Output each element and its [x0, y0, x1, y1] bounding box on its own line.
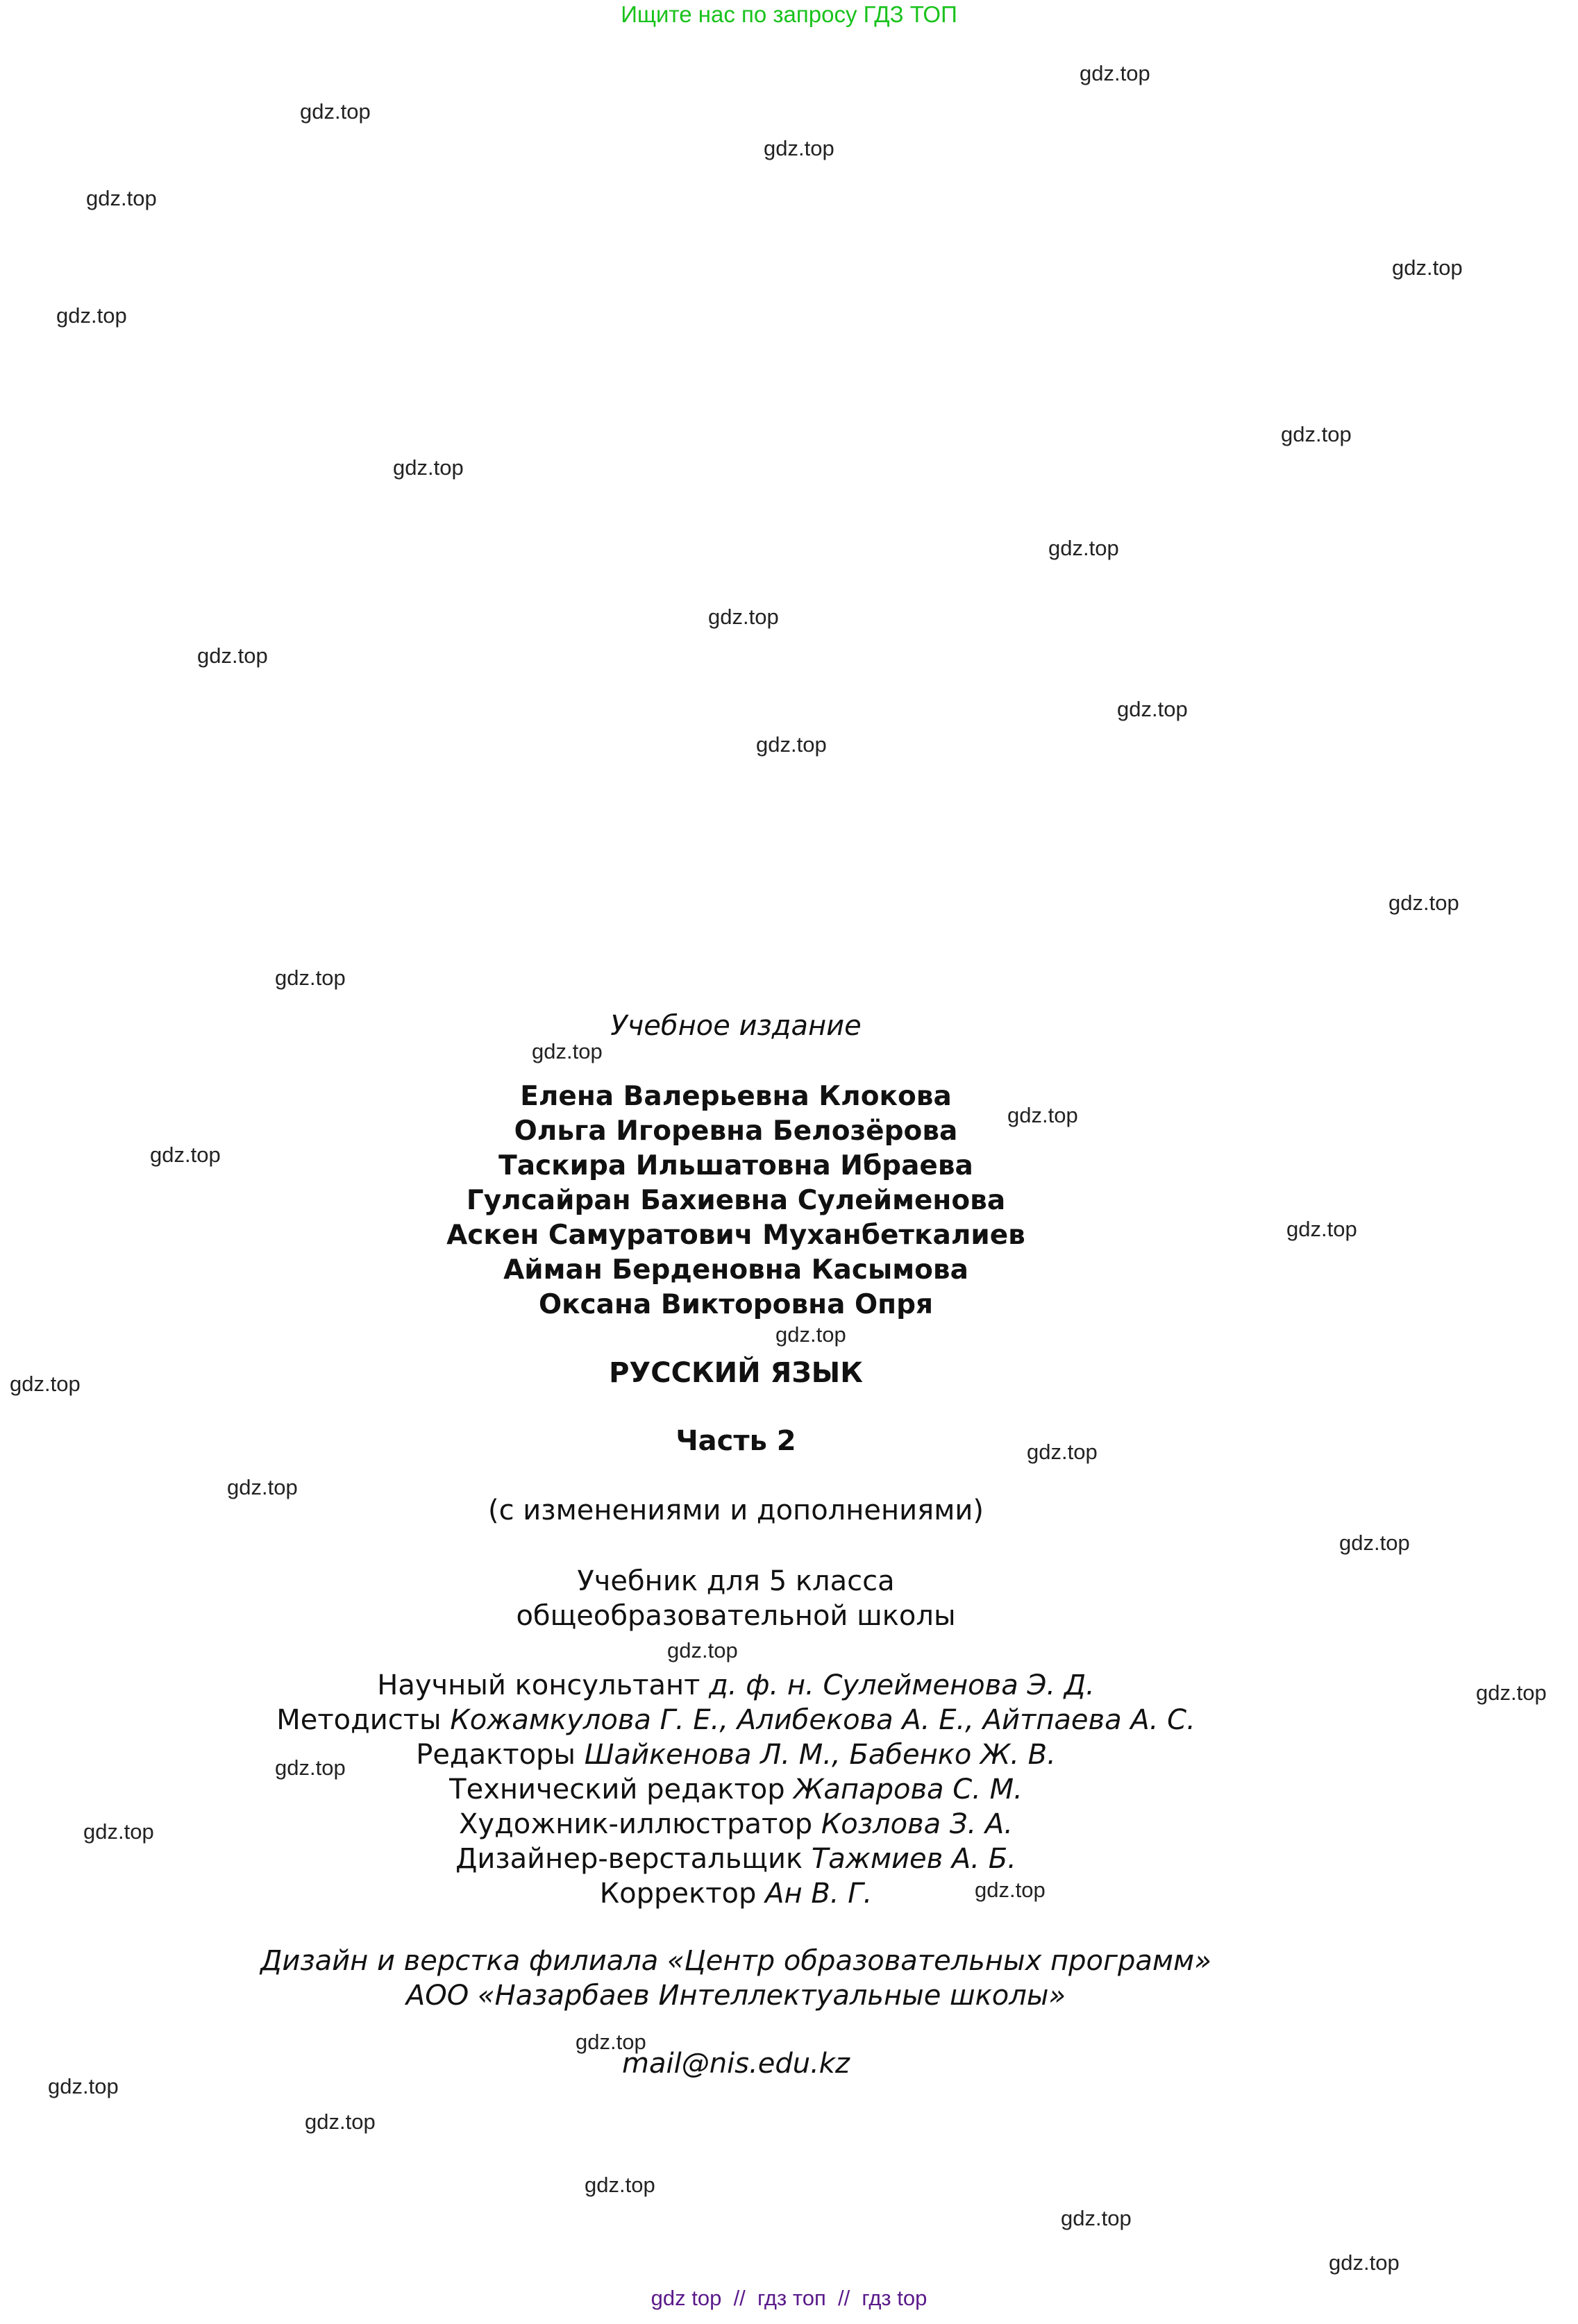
- textbook-line: Учебник для 5 класса: [577, 1565, 895, 1597]
- watermark: gdz.top: [576, 2030, 646, 2054]
- author-name: Гулсайран Бахиевна Сулейменова: [466, 1185, 1006, 1216]
- watermark: gdz.top: [1339, 1531, 1410, 1555]
- watermark: gdz.top: [1117, 697, 1188, 721]
- watermark: gdz.top: [1286, 1217, 1357, 1241]
- design-credit-line: Дизайн и верстка филиала «Центр образовательных программ»: [260, 1945, 1211, 1977]
- watermark: gdz.top: [1476, 1681, 1547, 1705]
- watermark: gdz.top: [56, 303, 127, 328]
- watermark: gdz.top: [10, 1372, 81, 1396]
- watermark: gdz.top: [86, 186, 157, 210]
- footer-links[interactable]: gdz top // гдз топ // гдз top: [650, 2286, 928, 2310]
- credit-role: Редакторы: [416, 1739, 585, 1771]
- watermark: gdz.top: [764, 136, 834, 160]
- textbook-description: [0, 1564, 1472, 1633]
- credit-role: Технический редактор: [449, 1774, 794, 1805]
- design-credit-line: АОО «Назарбаев Интеллектуальные школы»: [405, 1980, 1066, 2012]
- watermark: gdz.top: [1080, 61, 1150, 85]
- part-number: Часть 2: [675, 1425, 796, 1457]
- credit-role: Художник-иллюстратор: [459, 1808, 821, 1840]
- author-name: Елена Валерьевна Клокова: [520, 1081, 952, 1112]
- watermark: gdz.top: [305, 2110, 376, 2134]
- credit-line: [0, 1668, 1472, 1703]
- author-name: Айман Берденовна Касымова: [503, 1254, 968, 1286]
- watermark: gdz.top: [1048, 536, 1119, 560]
- credit-line: [0, 1772, 1472, 1807]
- credit-names: Кожамкулова Г. Е., Алибекова А. Е., Айтпаева А. С.: [450, 1704, 1195, 1736]
- watermark: gdz.top: [1392, 255, 1463, 280]
- book-title: РУССКИЙ ЯЗЫК: [609, 1357, 863, 1389]
- credit-line: [0, 1703, 1472, 1737]
- watermark: gdz.top: [756, 732, 827, 757]
- design-credit: [0, 1944, 1472, 2013]
- credit-names: Шайкенова Л. М., Бабенко Ж. В.: [584, 1739, 1056, 1771]
- contact-email: mail@nis.edu.kz: [622, 2048, 850, 2080]
- watermark: gdz.top: [197, 643, 268, 668]
- credit-line: [0, 1876, 1472, 1911]
- watermark: gdz.top: [275, 966, 346, 990]
- watermark: gdz.top: [775, 1322, 846, 1347]
- watermark: gdz.top: [1061, 2206, 1132, 2230]
- credit-line: [0, 1807, 1472, 1842]
- watermark: gdz.top: [667, 1638, 738, 1662]
- author-name: Таскира Ильшатовна Ибраева: [498, 1150, 973, 1181]
- watermark: gdz.top: [393, 455, 464, 480]
- watermark: gdz.top: [975, 1878, 1046, 1902]
- credit-line: [0, 1842, 1472, 1876]
- credit-names: Тажмиев А. Б.: [811, 1843, 1016, 1875]
- watermark: gdz.top: [1007, 1103, 1078, 1127]
- watermark: gdz.top: [1281, 422, 1352, 446]
- credit-role: Научный консультант: [377, 1669, 710, 1701]
- credit-names: д. ф. н. Сулейменова Э. Д.: [709, 1669, 1095, 1701]
- credit-role: Методисты: [276, 1704, 451, 1736]
- authors-list: [0, 1079, 1472, 1322]
- author-name: Оксана Викторовна Опря: [538, 1289, 934, 1320]
- credit-names: Жапарова С. М.: [794, 1774, 1023, 1805]
- watermark: gdz.top: [150, 1143, 221, 1167]
- credit-names: Ан В. Г.: [765, 1878, 873, 1910]
- watermark: gdz.top: [532, 1039, 603, 1063]
- textbook-line: общеобразовательной школы: [516, 1600, 956, 1632]
- credit-role: Дизайнер-верстальщик: [455, 1843, 812, 1875]
- watermark: gdz.top: [275, 1755, 346, 1780]
- watermark: gdz.top: [585, 2173, 655, 2197]
- watermark: gdz.top: [708, 605, 779, 629]
- credit-role: Корректор: [599, 1878, 766, 1910]
- watermark: gdz.top: [227, 1475, 298, 1499]
- watermark: gdz.top: [300, 99, 371, 124]
- watermark: gdz.top: [48, 2074, 119, 2098]
- watermark: gdz.top: [1388, 891, 1459, 915]
- credits-list: [0, 1668, 1472, 1911]
- watermark: gdz.top: [1027, 1440, 1098, 1464]
- watermark: gdz.top: [83, 1819, 154, 1844]
- top-banner: Ищите нас по запросу ГДЗ ТОП: [621, 1, 957, 27]
- watermark: gdz.top: [1329, 2250, 1400, 2275]
- author-name: Аскен Самуратович Муханбеткалиев: [446, 1220, 1025, 1251]
- edition-type: Учебное издание: [610, 1010, 862, 1042]
- changes-note: (с изменениями и дополнениями): [487, 1494, 984, 1526]
- credit-names: Козлова З. А.: [821, 1808, 1013, 1840]
- credit-line: [0, 1737, 1472, 1772]
- author-name: Ольга Игоревна Белозёрова: [514, 1115, 958, 1147]
